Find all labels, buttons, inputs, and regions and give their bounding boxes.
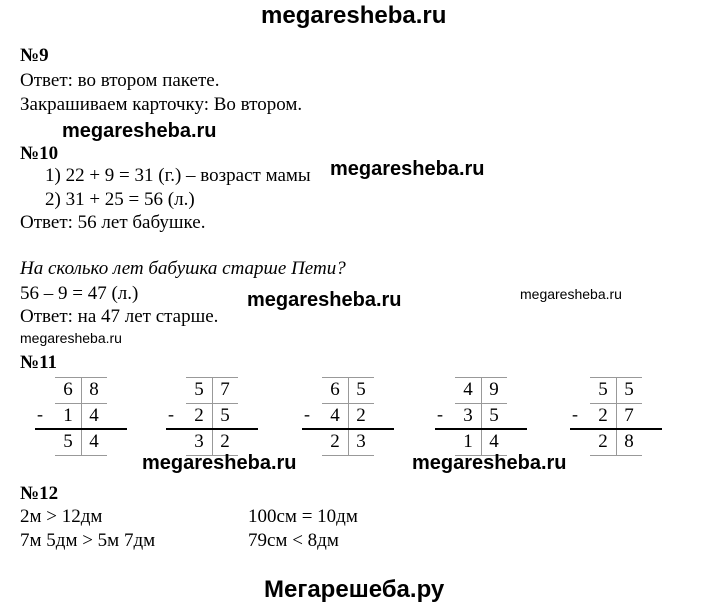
minus-sign: - xyxy=(168,404,174,424)
minus-sign: - xyxy=(572,404,578,424)
subtrahend-digit: 1 xyxy=(63,405,73,426)
task-9-number: №9 xyxy=(20,45,49,66)
comparison-right-2: 79см < 8дм xyxy=(248,530,339,551)
watermark: megaresheba.ru xyxy=(62,120,217,142)
minuend-digit: 5 xyxy=(356,379,366,400)
minus-sign: - xyxy=(304,404,310,424)
subtraction-problem-2 xyxy=(166,377,246,457)
task-10-number: №10 xyxy=(20,143,59,164)
subtrahend-digit: 4 xyxy=(89,405,99,426)
minuend-digit: 4 xyxy=(463,379,473,400)
result-digit: 4 xyxy=(89,431,99,452)
subtrahend-digit: 2 xyxy=(194,405,204,426)
task-9-answer: Ответ: во втором пакете. xyxy=(20,70,220,91)
watermark-bottom: Мегарешеба.ру xyxy=(264,576,445,603)
watermark: megaresheba.ru xyxy=(412,452,567,474)
minuend-digit: 9 xyxy=(489,379,499,400)
watermark: megaresheba.ru xyxy=(247,289,402,311)
task-10-question: На сколько лет бабушка старше Пети? xyxy=(20,258,346,279)
minuend-digit: 7 xyxy=(220,379,230,400)
minuend-digit: 5 xyxy=(194,379,204,400)
subtraction-problem-4 xyxy=(435,377,515,457)
subtrahend-digit: 2 xyxy=(598,405,608,426)
minuend-digit: 8 xyxy=(89,379,99,400)
task-10-step-1: 1) 22 + 9 = 31 (г.) – возраст мамы xyxy=(45,165,311,186)
subtrahend-digit: 5 xyxy=(220,405,230,426)
result-digit: 8 xyxy=(624,431,634,452)
task-9-coloring: Закрашиваем карточку: Во втором. xyxy=(20,94,303,115)
watermark: megaresheba.ru xyxy=(330,158,485,180)
comparison-left-1: 2м > 12дм xyxy=(20,506,103,527)
task-12-number: №12 xyxy=(20,483,59,504)
minuend-digit: 5 xyxy=(598,379,608,400)
subtrahend-digit: 3 xyxy=(463,405,473,426)
watermark-top: megaresheba.ru xyxy=(261,2,447,29)
minus-sign: - xyxy=(437,404,443,424)
task-10-answer-1: Ответ: 56 лет бабушке. xyxy=(20,212,206,233)
task-10-calculation: 56 – 9 = 47 (л.) xyxy=(20,283,139,304)
result-digit: 3 xyxy=(194,431,204,452)
comparison-right-1: 100см = 10дм xyxy=(248,506,358,527)
minuend-digit: 6 xyxy=(330,379,340,400)
result-digit: 2 xyxy=(220,431,230,452)
result-digit: 3 xyxy=(356,431,366,452)
result-digit: 2 xyxy=(598,431,608,452)
result-digit: 2 xyxy=(330,431,340,452)
result-digit: 5 xyxy=(63,431,73,452)
minus-sign: - xyxy=(37,404,43,424)
minuend-digit: 6 xyxy=(63,379,73,400)
subtraction-problem-3 xyxy=(302,377,382,457)
watermark: megaresheba.ru xyxy=(142,452,297,474)
subtrahend-digit: 2 xyxy=(356,405,366,426)
subtraction-problem-5 xyxy=(570,377,650,457)
result-digit: 1 xyxy=(463,431,473,452)
result-digit: 4 xyxy=(489,431,499,452)
task-10-answer-2: Ответ: на 47 лет старше. xyxy=(20,306,219,327)
watermark-small: megaresheba.ru xyxy=(20,330,122,346)
subtrahend-digit: 7 xyxy=(624,405,634,426)
minuend-digit: 5 xyxy=(624,379,634,400)
task-11-number: №11 xyxy=(20,352,58,373)
watermark-small: megaresheba.ru xyxy=(520,286,622,302)
task-10-step-2: 2) 31 + 25 = 56 (л.) xyxy=(45,189,195,210)
comparison-left-2: 7м 5дм > 5м 7дм xyxy=(20,530,156,551)
subtrahend-digit: 4 xyxy=(330,405,340,426)
subtrahend-digit: 5 xyxy=(489,405,499,426)
subtraction-problem-1 xyxy=(35,377,115,457)
